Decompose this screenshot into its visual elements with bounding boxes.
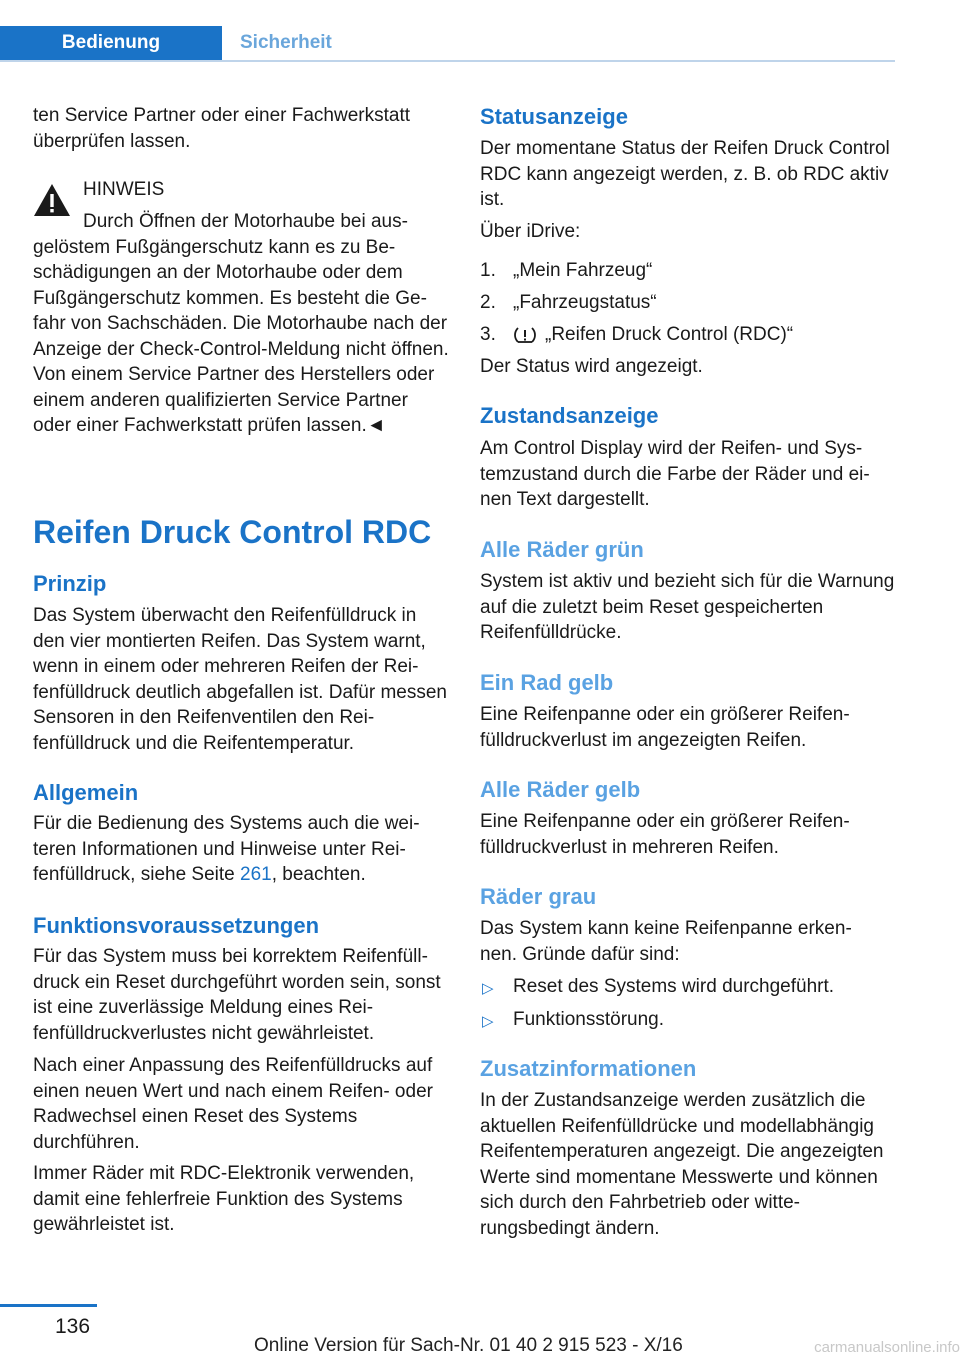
prinzip-text: Das System überwacht den Reifenfülldruck in den vier montierten Reifen. Das System warnt, wenn in einem oder mehreren Reifen der Reifenfülldruck deutlich abgefallen ist. Dafür messen Sensoren in den Reifenventilen den Reifenfülldruck und die Reifentemperatur. xyxy=(33,605,448,754)
page-number: 136 xyxy=(55,1315,91,1338)
intro-text: ten Service Partner oder einer Fachwerkstatt überprüfen lassen. xyxy=(33,105,411,152)
grau-heading: Räder grau xyxy=(480,884,597,909)
step-text: „Mein Fahrzeug“ xyxy=(513,260,653,281)
allgemein-text-a: Für die Bedienung des Systems auch die weiteren Informationen und Hinweise unter Reifenfülldruck, siehe Seite xyxy=(33,813,420,885)
bullet-item: Reset des Systems wird durchgeführt. xyxy=(513,976,835,997)
hinweis-title: HINWEIS xyxy=(83,179,165,200)
allgemein-text-b: , beachten. xyxy=(271,864,366,885)
bullet-triangle-icon: ▷ xyxy=(482,1013,494,1030)
prinzip-heading: Prinzip xyxy=(33,571,107,596)
zusatz-heading: Zusatzinformationen xyxy=(480,1056,697,1081)
chapter-tabs xyxy=(0,0,895,62)
alle-gelb-text: Eine Reifenpanne oder ein größerer Reifenfülldruckverlust in mehreren Reifen. xyxy=(480,811,850,858)
grau-text: Das System kann keine Reifenpanne erkennen. Gründe dafür sind: xyxy=(480,918,852,965)
step-text: „Reifen Druck Control (RDC)“ xyxy=(545,324,794,345)
funktion-text-3: Immer Räder mit RDC-Elektronik verwenden, damit eine fehlerfreie Funktion des Systems gewährleistet ist. xyxy=(33,1163,415,1235)
tab-sicherheit[interactable]: Sicherheit xyxy=(240,32,332,53)
footer-version: Online Version für Sach-Nr. 01 40 2 915 523 - X/16 xyxy=(254,1335,683,1356)
status-shown-text: Der Status wird angezeigt. xyxy=(480,356,703,377)
gruen-heading: Alle Räder grün xyxy=(480,537,644,562)
ein-gelb-text: Eine Reifenpanne oder ein größerer Reifenfülldruckverlust im angezeigten Reifen. xyxy=(480,704,850,751)
ein-gelb-heading: Ein Rad gelb xyxy=(480,670,614,695)
tire-pressure-warning-icon xyxy=(513,326,537,344)
funktion-text-1: Für das System muss bei korrektem Reifenfülldruck ein Reset durchgeführt worden sein, sonst ist eine zuverlässige Meldung eines Reifenfülldruckverlustes nicht gewährleistet. xyxy=(33,946,441,1044)
step-text: „Fahrzeugstatus“ xyxy=(513,292,657,313)
allgemein-text xyxy=(33,811,451,888)
funktion-heading: Funktionsvoraussetzungen xyxy=(33,913,320,938)
hinweis-text: Durch Öffnen der Motorhaube bei ausgelöstem Fußgängerschutz kann es zu Beschädigungen an der Motorhaube oder dem Fußgängerschutz kommen. Es besteht die Gefahr von Sachschäden. Die Motorhaube nach der Anzeige der Check-Control-Meldung nicht öffnen. Von einem Service Partner des Herstellers oder einem anderen qualifizierten Service Partner oder einer Fachwerkstatt prüfen lassen.◄ xyxy=(33,211,449,436)
gruen-text: System ist aktiv und bezieht sich für die Warnung auf die zuletzt beim Reset gespeicherten Reifenfülldrücke. xyxy=(480,571,895,643)
main-title: Reifen Druck Control RDC xyxy=(33,514,432,550)
idrive-label: Über iDrive: xyxy=(480,221,581,242)
status-text: Der momentane Status der Reifen Druck Control RDC kann angezeigt werden, z. B. ob RDC aktiv ist. xyxy=(480,138,890,210)
zustand-text: Am Control Display wird der Reifen- und Systemzustand durch die Farbe der Räder und einen Text dargestellt. xyxy=(480,438,870,510)
step-number: 2. xyxy=(480,292,496,313)
page-link[interactable]: 261 xyxy=(240,864,272,885)
tab-underline xyxy=(0,60,895,62)
step-number: 3. xyxy=(480,324,496,345)
step-number: 1. xyxy=(480,260,496,281)
status-heading: Statusanzeige xyxy=(480,104,628,129)
bullet-item: Funktionsstörung. xyxy=(513,1009,665,1030)
page-number-rule xyxy=(0,1304,97,1307)
zustand-heading: Zustandsanzeige xyxy=(480,403,659,428)
zusatz-text: In der Zustandsanzeige werden zusätzlich die aktuellen Reifenfülldrücke und modellabhängig Reifentemperaturen angezeigt. Die angezeigten Werte sind momentane Messwerte und können sich durch den Fahrbetrieb oder witterungsbedingt ändern. xyxy=(480,1090,884,1239)
allgemein-heading: Allgemein xyxy=(33,780,139,805)
funktion-text-2: Nach einer Anpassung des Reifenfülldrucks auf einen neuen Wert und nach einem Reifen- oder Radwechsel einen Reset des Systems durchführen. xyxy=(33,1055,433,1153)
bullet-triangle-icon: ▷ xyxy=(482,980,494,997)
alle-gelb-heading: Alle Räder gelb xyxy=(480,777,641,802)
watermark: carmanualsonline.info xyxy=(814,1339,960,1356)
tab-bedienung[interactable]: Bedienung xyxy=(0,26,222,60)
